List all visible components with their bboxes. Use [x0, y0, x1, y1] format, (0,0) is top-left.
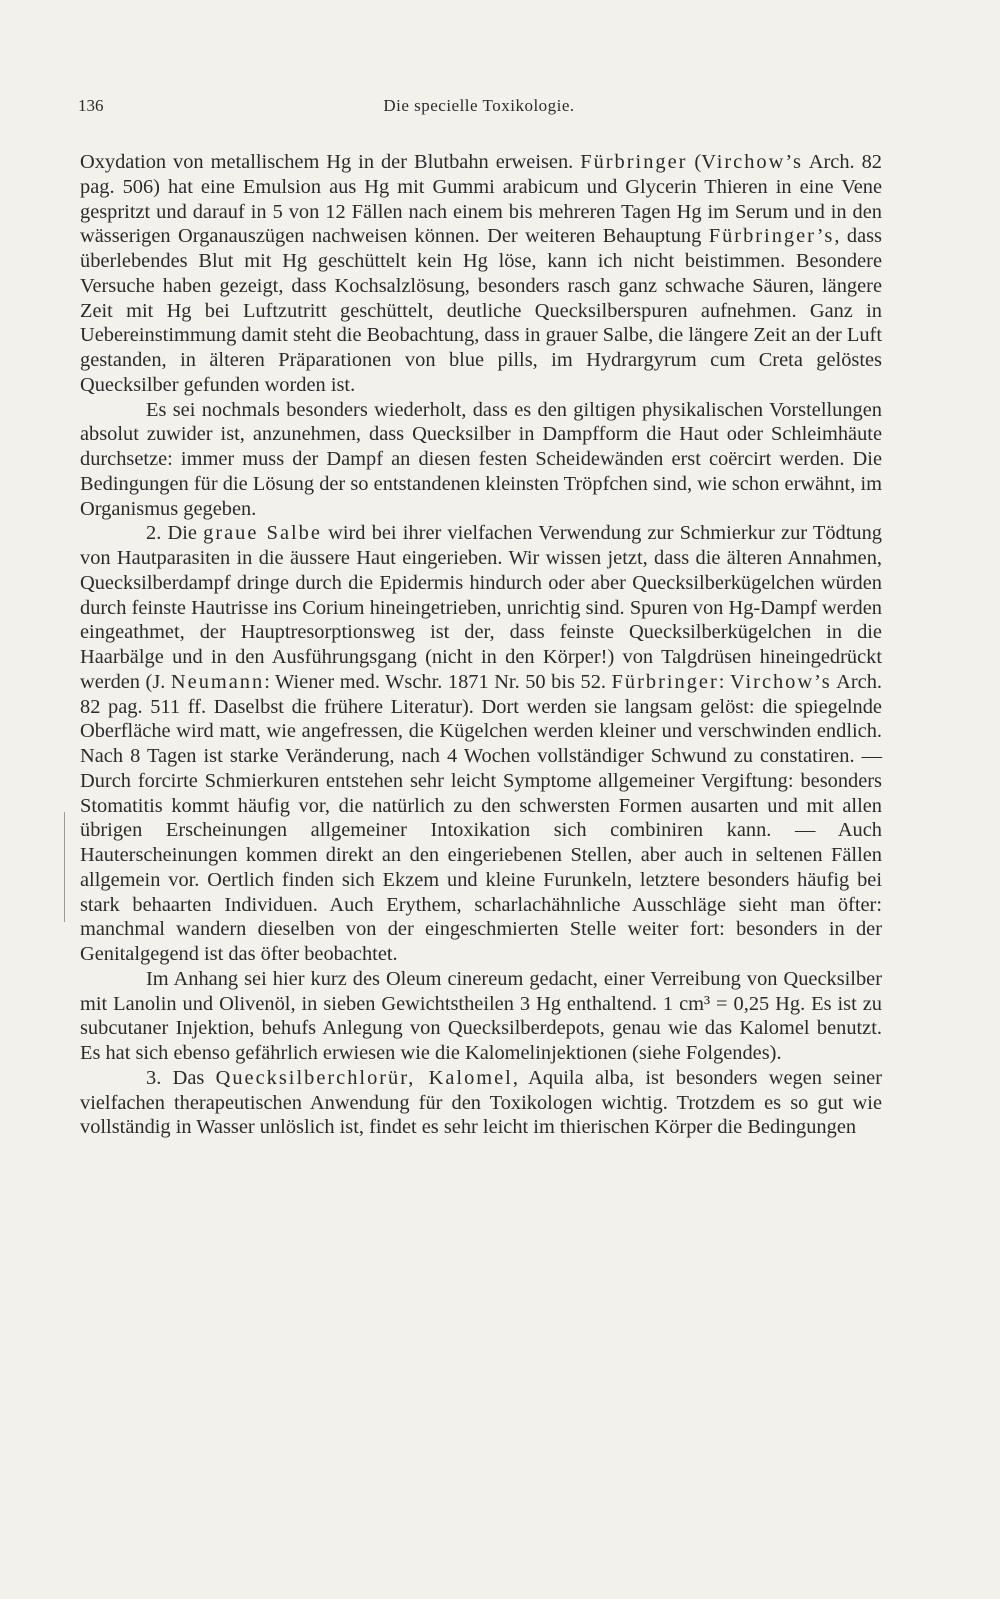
text-run: : — [718, 670, 730, 693]
spaced-emphasis-text: Fürbringer’s — [708, 225, 835, 248]
text-run: Oxydation von metallischem Hg in der Blutbahn erweisen. — [80, 151, 581, 173]
text-run: , dass überlebendes Blut mit Hg geschüttelt kein Hg löse, kann ich nicht beistimmen. Besondere Versuche haben gezeigt, dass Kochsalzlösung, besonders rasch ganz schwache Säuren, längere Zeit mit Hg bei Luftzutritt geschüttelt, deutliche Quecksilberspuren aufnehmen. Ganz in Uebereinstimmung damit steht die Beobachtung, dass in grauer Salbe, die längere Zeit an der Luft gestanden, in älteren Präparationen von blue pills, im Hydrargyrum cum Creta gelöstes Quecksilber gefunden worden ist. — [80, 225, 882, 396]
spaced-emphasis-text: Quecksilberchlorür, Kalomel — [215, 1066, 513, 1089]
margin-line — [64, 812, 65, 922]
paragraph — [80, 967, 882, 1066]
page-number: 136 — [78, 96, 104, 115]
text-run: 3. Das — [146, 1066, 216, 1089]
page-header — [78, 96, 880, 122]
spaced-emphasis-text: Fürbringer — [611, 670, 719, 693]
spaced-emphasis-text: Virchow’s — [729, 670, 832, 693]
text-run: Arch. 82 pag. 511 ff. Daselbst die frühere Literatur). Dort werden sie langsam gelöst: die spiegelnde Oberfläche wird matt, wie angefressen, die Kügelchen werden kleiner und verschwinden endlich. Nach 8 Tagen ist starke Veränderung, nach 4 Wochen vollständiger Schwund zu constatiren. — Durch forcirte Schmierkuren entstehen sehr leicht Symptome allgemeiner Vergiftung: besonders Stomatitis kommt häufig vor, die natürlich zu den schwersten Formen ausarten und mit allen übrigen Erscheinungen allgemeiner Intoxikation sich combiniren kann. — Auch Hauterscheinungen kommen direkt an den eingeriebenen Stellen, aber auch in seltenen Fällen allgemein vor. Oertlich finden sich Ekzem und kleine Furunkeln, letztere besonders häufig bei stark behaarten Individuen. Auch Erythem, scharlachähnliche Ausschläge sieht man öfter: manchmal wandern dieselben von der eingeschmierten Stelle weiter fort: besonders in der Genitalgegend ist das öfter beobachtet. — [80, 670, 882, 965]
spaced-emphasis-text: Fürbringer — [580, 151, 688, 173]
text-run: , Aquila alba, ist besonders wegen seiner vielfachen therapeutischen Anwendung für den Toxikologen wichtig. Trotzdem es so gut wie vollständig in Wasser unlöslich ist, findet es sehr leicht im thierischen Körper die Bedingungen — [80, 1066, 882, 1139]
paragraph — [80, 521, 882, 967]
spaced-emphasis-text: graue Salbe — [203, 522, 322, 545]
text-run: ( — [687, 151, 702, 173]
text-run: : Wiener med. Wschr. 1871 Nr. 50 bis 52. — [264, 670, 612, 693]
paragraph — [80, 398, 882, 522]
paragraph — [80, 150, 882, 398]
body-text — [80, 150, 882, 1140]
text-run: Es sei nochmals besonders wiederholt, dass es den giltigen physikalischen Vorstellungen absolut zuwider ist, anzunehmen, dass Quecksilber in Dampfform die Haut oder Schleimhäute durchsetze: immer muss der Dampf an diesen festen Scheidewänden erst coërcirt werden. Die Bedingungen für die Lösung der so entstandenen kleinsten Tröpfchen sind, wie schon erwähnt, im Organismus gegeben. — [80, 398, 882, 520]
spaced-emphasis-text: Neumann — [170, 670, 265, 693]
text-run: Im Anhang sei hier kurz des Oleum cinereum gedacht, einer Verreibung von Quecksilber mit Lanolin und Olivenöl, in sieben Gewichtstheilen 3 Hg enthaltend. 1 cm³ = 0,25 Hg. Es ist zu subcutaner Injektion, behufs Anlegung von Quecksilberdepots, genau wie das Kalomel benutzt. Es hat sich ebenso gefährlich erwiesen wie die Kalomelinjektionen (siehe Folgendes). — [80, 967, 882, 1064]
running-title: Die specielle Toxikologie. — [383, 96, 575, 115]
text-run: Arch. 82 pag. 506) hat eine Emulsion aus Hg mit Gummi arabicum und Glycerin Thieren in eine Vene gespritzt und darauf in 5 von 12 Fällen nach einem bis mehreren Tagen Hg im Serum und in den wässerigen Organauszügen nachweisen können. Der weiteren Behauptung — [80, 151, 883, 248]
spaced-emphasis-text: Virchow’s — [701, 151, 803, 173]
text-run: 2. Die — [146, 522, 204, 545]
text-run: wird bei ihrer vielfachen Verwendung zur Schmierkur zur Tödtung von Hautparasiten in die äussere Haut eingerieben. Wir wissen jetzt, dass die älteren Annahmen, Quecksilberdampf dringe durch die Epidermis hindurch oder aber Quecksilberkügelchen würden durch feinste Hautrisse ins Corium hineingetrieben, unrichtig sind. Spuren von Hg-Dampf werden eingeathmet, der Hauptresorptionsweg ist der, dass feinste Quecksilberkügelchen in die Haarbälge und in den Ausführungsgang (nicht in den Körper!) von Talgdrüsen hineingedrückt werden (J. — [80, 522, 882, 693]
paragraph — [80, 1066, 882, 1140]
